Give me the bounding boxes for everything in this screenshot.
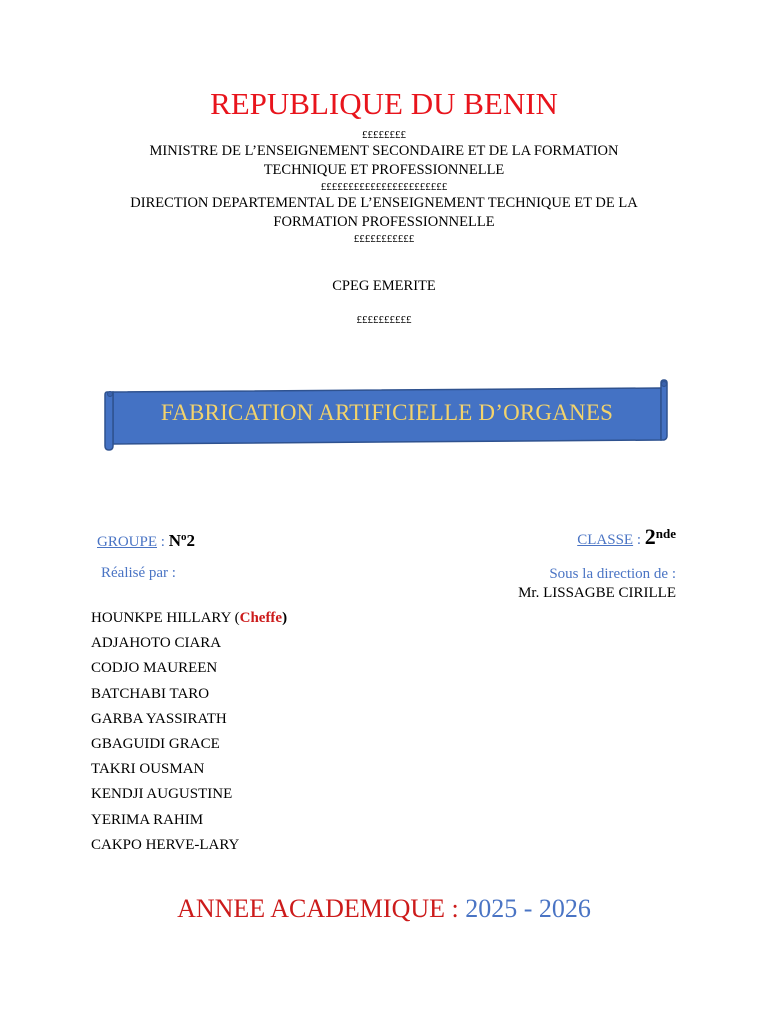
institution-header	[0, 128, 768, 246]
member-item: KENDJI AUGUSTINE	[91, 786, 233, 803]
member-list	[91, 608, 287, 860]
ministry-line-2: TECHNIQUE ET PROFESSIONNELLE	[263, 162, 505, 178]
member-item: ADJAHOTO CIARA	[91, 635, 222, 652]
member-item: CODJO MAUREEN	[91, 660, 218, 677]
group-info	[97, 531, 195, 551]
member-name: HOUNKPE HILLARY	[91, 610, 231, 626]
classe-label: CLASSE	[577, 532, 634, 548]
supervisor-name: Mr. LISSAGBE CIRILLE	[518, 585, 676, 601]
academic-year-value: 2025 - 2026	[465, 894, 591, 923]
groupe-colon: :	[157, 534, 169, 550]
member-item: TAKRI OUSMAN	[91, 761, 205, 778]
class-info	[577, 524, 676, 550]
member-item: CAKPO HERVE-LARY	[91, 836, 240, 853]
title-scroll-banner	[103, 378, 671, 452]
member-item: GBAGUIDI GRACE	[91, 735, 220, 752]
classe-sup: nde	[655, 526, 676, 541]
ministry-line-1: MINISTRE DE L’ENSEIGNEMENT SECONDAIRE ET DE LA FORMATION	[149, 143, 619, 159]
separator: £££££££££££	[353, 233, 415, 245]
supervisor-block	[518, 565, 676, 603]
separator: ££££££££	[362, 129, 406, 141]
academic-year-label: ANNEE ACADEMIQUE :	[177, 894, 466, 923]
groupe-value-sup: o	[180, 531, 187, 543]
leader-role: Cheffe	[239, 610, 283, 626]
member-leader: HOUNKPE HILLARY (Cheffe)	[91, 610, 288, 626]
direction-label: Sous la direction de :	[549, 566, 676, 582]
member-item: YERIMA RAHIM	[91, 811, 204, 828]
separator: £££££££££££££££££££££££	[320, 181, 448, 193]
direction-line-2: FORMATION PROFESSIONNELLE	[273, 214, 495, 230]
member-item: GARBA YASSIRATH	[91, 710, 227, 727]
direction-line-1: DIRECTION DEPARTEMENTAL DE L’ENSEIGNEMENT TECHNIQUE ET DE LA	[130, 195, 638, 211]
academic-year	[0, 894, 768, 924]
realise-par-label: Réalisé par :	[101, 565, 176, 581]
classe-value: 2	[644, 524, 656, 549]
classe-colon: :	[633, 532, 645, 548]
country-title: REPUBLIQUE DU BENIN	[210, 86, 558, 121]
school-name: CPEG EMERITE	[332, 278, 436, 294]
separator: ££££££££££	[356, 314, 412, 326]
member-item: BATCHABI TARO	[91, 685, 210, 702]
groupe-label: GROUPE	[97, 534, 158, 550]
groupe-value-prefix: N	[168, 531, 181, 550]
groupe-value-num: 2	[186, 531, 195, 550]
document-title: FABRICATION ARTIFICIELLE D’ORGANES	[160, 400, 614, 425]
